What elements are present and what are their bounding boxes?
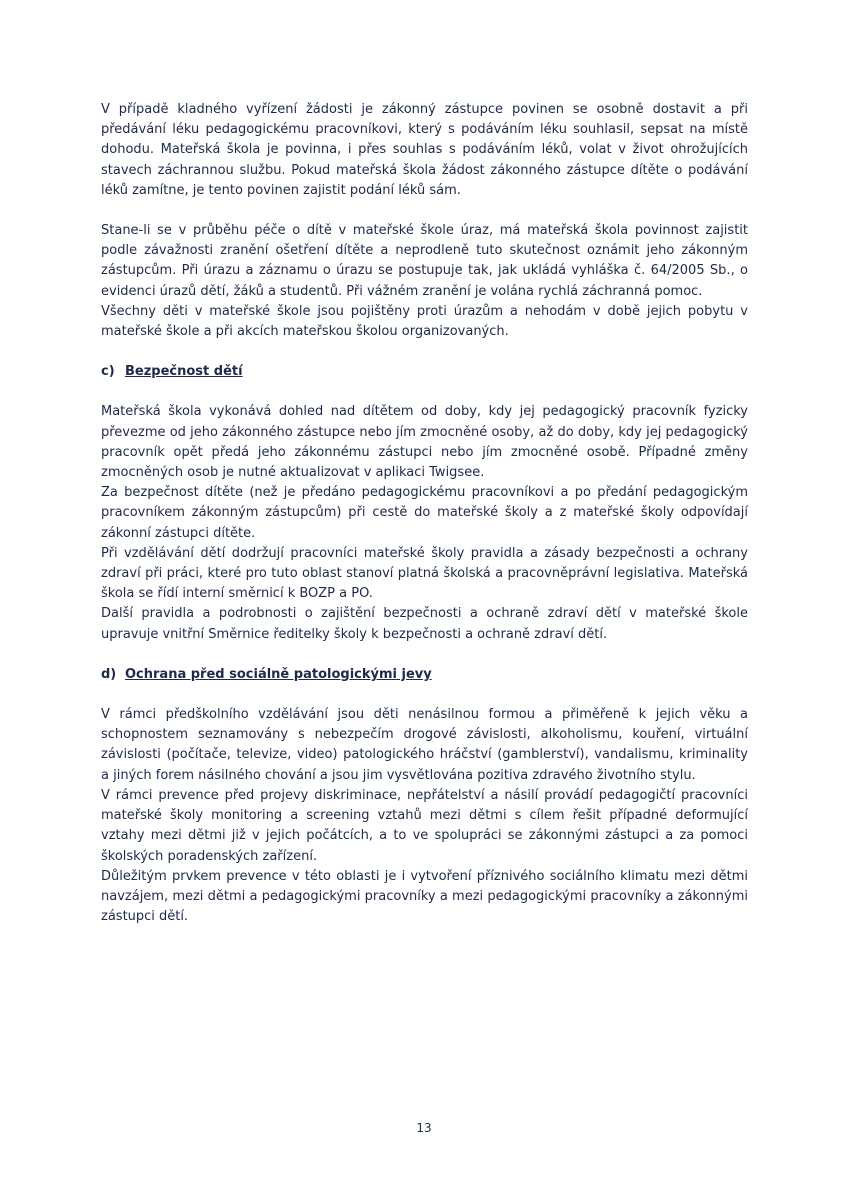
page-content xyxy=(101,100,748,927)
section-title: Bezpečnost dětí xyxy=(125,364,243,380)
paragraph-medication-agreement: V případě kladného vyřízení žádosti je zákonný zástupce povinen se osobně dostavit a při předávání léku pedagogickému pracovníkovi, který s podáváním léku souhlasil, sepsat na místě dohodu. Mateřská škola je povinna, i přes souhlas s podáváním léků, volat v život ohrožujících stavech záchrannou službu. Pokud mateřská škola žádost zákonného zástupce dítěte o podávání léků zamítne, je tento povinen zajistit podání léků sám. xyxy=(101,102,748,198)
paragraph-discrimination-prevention: V rámci prevence před projevy diskriminace, nepřátelství a násilí provádí pedagogičtí pracovníci mateřské školy monitoring a screening vztahů mezi dětmi s cílem řešit případné deformující vztahy mezi dětmi již v jejich počátcích, a to ve spolupráci se zákonnými zástupci a za pomoci školských poradenských zařízení. xyxy=(101,787,748,864)
paragraph-further-rules: Další pravidla a podrobnosti o zajištění bezpečnosti a ochraně zdraví dětí v mateřské škole upravuje vnitřní Směrnice ředitelky školy k bezpečnosti a ochraně zdraví dětí. xyxy=(101,606,748,642)
paragraph-supervision: Mateřská škola vykonává dohled nad dítětem od doby, kdy jej pedagogický pracovník fyzicky převezme od jeho zákonného zástupce nebo jím zmocněné osoby, až do doby, kdy jej pedagogický pracovník opět předá jeho zákonnému zástupci nebo jím zmocněné osobě. Případné změny zmocněných osob je nutné aktualizovat v aplikaci Twigsee. xyxy=(101,404,748,481)
paragraph-insurance: Všechny děti v mateřské škole jsou pojištěny proti úrazům a nehodám v době jejich pobytu v mateřské škole a při akcích mateřskou školou organizovaných. xyxy=(101,303,748,340)
paragraph-social-climate: Důležitým prvkem prevence v této oblasti je i vytvoření příznivého sociálního klimatu mezi dětmi navzájem, mezi dětmi a pedagogickými pracovníky a mezi pedagogickými pracovníky a zákonnými zástupci dětí. xyxy=(101,868,748,925)
section-number: d) xyxy=(101,666,117,682)
section-heading-protection xyxy=(101,665,748,685)
paragraph-health-safety-rules: Při vzdělávání dětí dodržují pracovníci mateřské školy pravidla a zásady bezpečnosti a ochrany zdraví při práci, které pro tuto oblast stanoví platná školská a pracovněprávní legislativa. Mateřská škola se řídí interní směrnicí k BOZP a PO. xyxy=(101,545,748,602)
section-number: c) xyxy=(101,364,115,380)
paragraph-commute-responsibility: Za bezpečnost dítěte (než je předáno pedagogickému pracovníkovi a po předání pedagogickým pracovníkem zákonným zástupcům) při cestě do mateřské školy a z mateřské školy odpovídají zákonní zástupci dítěte. xyxy=(101,485,748,541)
paragraph-prevention-education: V rámci předškolního vzdělávání jsou děti nenásilnou formou a přiměřeně k jejich věku a schopnostem seznamovány s nebezpečím drogové závislosti, alkoholismu, kouření, virtuální závislosti (počítače, televize, video) patologického hráčství (gamblerství), vandalismu, kriminality a jiných forem násilného chování a jsou jim vysvětlována pozitiva zdravého životního stylu. xyxy=(101,707,748,783)
section-title: Ochrana před sociálně patologickými jevy xyxy=(125,666,432,682)
page-number: 13 xyxy=(416,1121,432,1135)
paragraph-injury-procedure: Stane-li se v průběhu péče o dítě v mateřské škole úraz, má mateřská škola povinnost zajistit podle závažnosti zranění ošetření dítěte a neprodleně tuto skutečnost oznámit jeho zákonným zástupcům. Při úrazu a záznamu o úrazu se postupuje tak, jak ukládá vyhláška č. 64/2005 Sb., o evidenci úrazů dětí, žáků a studentů. Při vážném zranění je volána rychlá záchranná pomoc. xyxy=(101,223,748,299)
section-heading-safety xyxy=(101,362,748,382)
